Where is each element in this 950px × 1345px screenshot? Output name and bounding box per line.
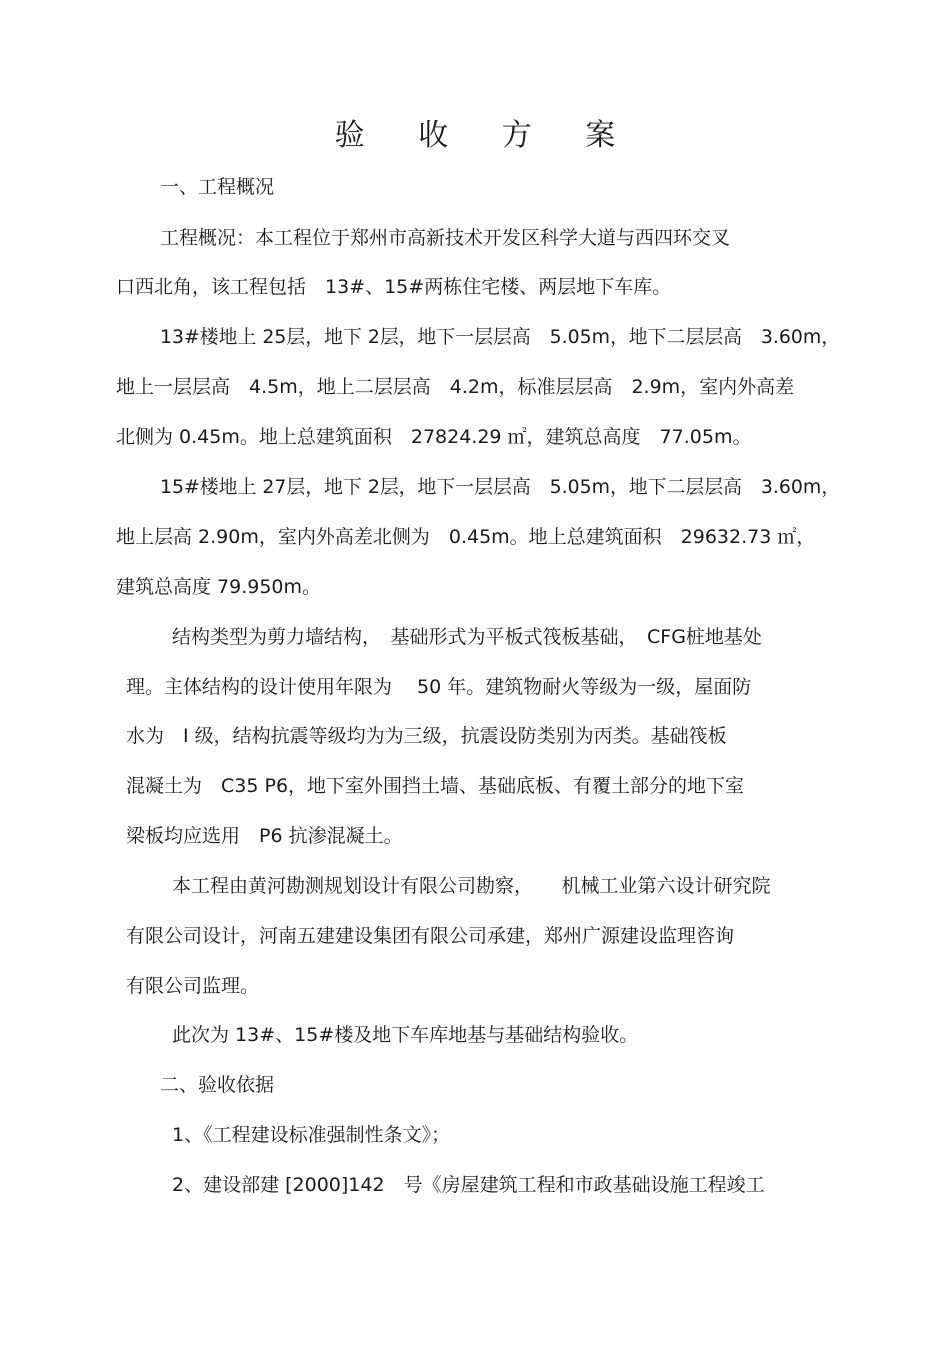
paragraph-line: 此次为 13#、15#楼及地下车库地基与基础结构验收。 <box>172 1024 639 1046</box>
document-title: 验 收 方 案 <box>334 118 638 153</box>
paragraph-line: 有限公司设计，河南五建建设集团有限公司承建，郑州广源建设监理咨询 <box>126 925 735 947</box>
paragraph-line: 15#楼地上 27层，地下 2层，地下一层层高 5.05m，地下二层层高 3.60m， <box>160 476 841 498</box>
paragraph-line: 北侧为 0.45m。地上总建筑面积 27824.29 ㎡，建筑总高度 77.05m。 <box>116 426 752 448</box>
list-item: 2、建设部建 [2000]142 号《房屋建筑工程和市政基础设施工程竣工 <box>172 1174 765 1196</box>
section-heading-basis: 二、验收依据 <box>160 1074 275 1096</box>
paragraph-line: 混凝土为 C35 P6，地下室外围挡土墙、基础底板、有覆土部分的地下室 <box>126 775 745 797</box>
paragraph-line: 结构类型为剪力墙结构， 基础形式为平板式筏板基础， CFG桩地基处 <box>172 626 762 648</box>
paragraph-line: 工程概况：本工程位于郑州市高新技术开发区科学大道与西四环交叉 <box>160 227 731 249</box>
paragraph-line: 建筑总高度 79.950m。 <box>116 576 322 598</box>
paragraph-line: 13#楼地上 25层，地下 2层，地下一层层高 5.05m，地下二层层高 3.60m， <box>160 326 841 348</box>
section-heading-overview: 一、工程概况 <box>160 176 275 198</box>
list-item: 1、《工程建设标准强制性条文》； <box>172 1124 451 1146</box>
paragraph-line: 梁板均应选用 P6 抗渗混凝土。 <box>126 825 403 847</box>
paragraph-line: 本工程由黄河勘测规划设计有限公司勘察， 机械工业第六设计研究院 <box>172 875 771 897</box>
paragraph-line: 口西北角，该工程包括 13#、15#两栋住宅楼、两层地下车库。 <box>116 276 672 298</box>
paragraph-line: 理。主体结构的设计使用年限为 50 年。建筑物耐火等级为一级，屋面防 <box>126 676 752 698</box>
paragraph-line: 有限公司监理。 <box>126 975 260 997</box>
paragraph-line: 地上层高 2.90m，室内外高差北侧为 0.45m。地上总建筑面积 29632.73 ㎡， <box>116 526 816 548</box>
paragraph-line: 地上一层层高 4.5m，地上二层层高 4.2m，标准层层高 2.9m，室内外高差 <box>116 376 795 398</box>
paragraph-line: 水为 Ⅰ 级，结构抗震等级均为为三级，抗震设防类别为丙类。基础筏板 <box>126 725 727 747</box>
